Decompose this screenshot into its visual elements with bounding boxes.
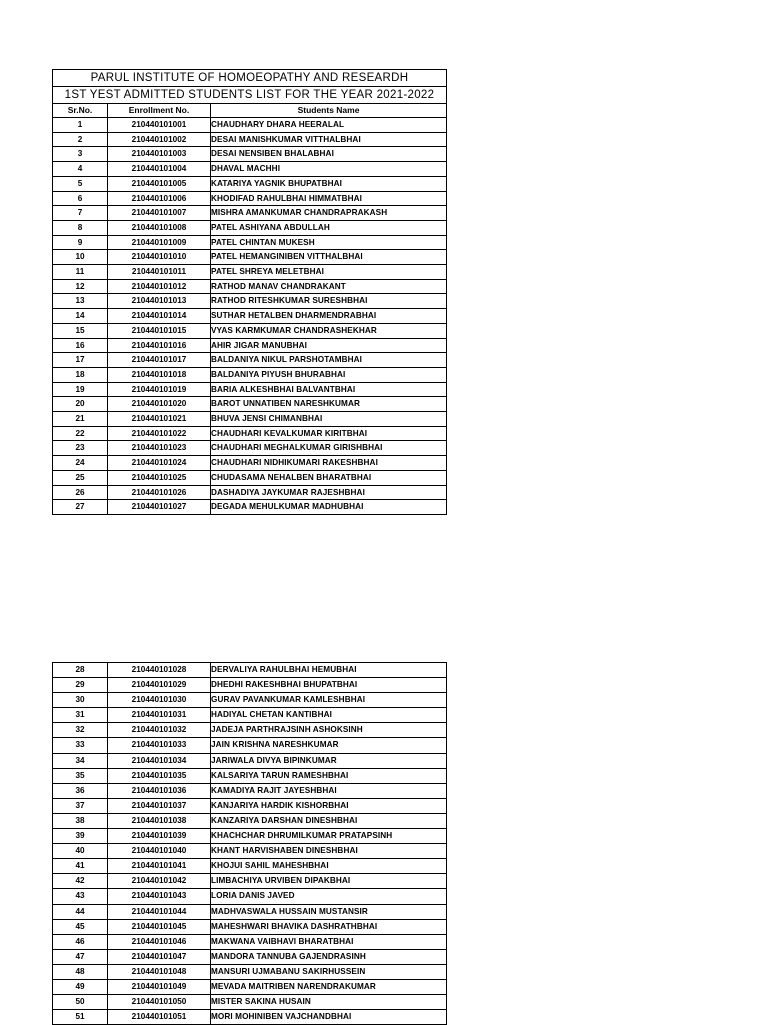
- serial-number-cell: 1: [53, 118, 108, 133]
- serial-number-cell: 3: [53, 147, 108, 162]
- serial-number-cell: 44: [53, 904, 108, 919]
- student-name-cell: DESAI NENSIBEN BHALABHAI: [211, 147, 447, 162]
- table-row: [53, 995, 447, 1010]
- table-row: [53, 934, 447, 949]
- serial-number-cell: 36: [53, 783, 108, 798]
- table-row: [53, 118, 447, 133]
- serial-number-cell: 37: [53, 798, 108, 813]
- serial-number-cell: 32: [53, 723, 108, 738]
- enrollment-number-cell: 210440101006: [108, 191, 211, 206]
- serial-number-cell: 22: [53, 426, 108, 441]
- student-name-cell: CHAUDHARY DHARA HEERALAL: [211, 118, 447, 133]
- table-row: [53, 279, 447, 294]
- enrollment-number-cell: 210440101007: [108, 206, 211, 221]
- table-row: [53, 235, 447, 250]
- serial-number-cell: 14: [53, 309, 108, 324]
- serial-number-cell: 42: [53, 874, 108, 889]
- student-name-cell: DEGADA MEHULKUMAR MADHUBHAI: [211, 500, 447, 515]
- student-name-cell: MANDORA TANNUBA GAJENDRASINH: [211, 949, 447, 964]
- enrollment-number-cell: 210440101021: [108, 412, 211, 427]
- enrollment-number-cell: 210440101013: [108, 294, 211, 309]
- table-row: [53, 500, 447, 515]
- table-row: [53, 309, 447, 324]
- column-header-name: Students Name: [211, 104, 447, 118]
- table-row: [53, 919, 447, 934]
- enrollment-number-cell: 210440101041: [108, 859, 211, 874]
- serial-number-cell: 35: [53, 768, 108, 783]
- table-row: [53, 294, 447, 309]
- table-row: [53, 708, 447, 723]
- student-name-cell: BHUVA JENSI CHIMANBHAI: [211, 412, 447, 427]
- students-table-page-2: [52, 662, 447, 1025]
- serial-number-cell: 4: [53, 162, 108, 177]
- enrollment-number-cell: 210440101002: [108, 132, 211, 147]
- column-header-sr: Sr.No.: [53, 104, 108, 118]
- enrollment-number-cell: 210440101025: [108, 470, 211, 485]
- students-table-page-1: [52, 69, 447, 515]
- table-row: [53, 397, 447, 412]
- serial-number-cell: 45: [53, 919, 108, 934]
- enrollment-number-cell: 210440101011: [108, 265, 211, 280]
- student-name-cell: RATHOD RITESHKUMAR SURESHBHAI: [211, 294, 447, 309]
- student-name-cell: KATARIYA YAGNIK BHUPATBHAI: [211, 176, 447, 191]
- serial-number-cell: 48: [53, 964, 108, 979]
- student-name-cell: GURAV PAVANKUMAR KAMLESHBHAI: [211, 693, 447, 708]
- table-row: [53, 162, 447, 177]
- enrollment-number-cell: 210440101005: [108, 176, 211, 191]
- serial-number-cell: 24: [53, 456, 108, 471]
- student-name-cell: KAMADIYA RAJIT JAYESHBHAI: [211, 783, 447, 798]
- table-row: [53, 338, 447, 353]
- enrollment-number-cell: 210440101008: [108, 220, 211, 235]
- table-row: [53, 844, 447, 859]
- list-title: 1ST YEST ADMITTED STUDENTS LIST FOR THE YEAR 2021-2022: [53, 87, 447, 104]
- table-row: [53, 250, 447, 265]
- table-row: [53, 723, 447, 738]
- student-name-cell: MORI MOHINIBEN VAJCHANDBHAI: [211, 1010, 447, 1025]
- serial-number-cell: 49: [53, 979, 108, 994]
- enrollment-number-cell: 210440101046: [108, 934, 211, 949]
- student-name-cell: RATHOD MANAV CHANDRAKANT: [211, 279, 447, 294]
- serial-number-cell: 18: [53, 367, 108, 382]
- serial-number-cell: 19: [53, 382, 108, 397]
- serial-number-cell: 16: [53, 338, 108, 353]
- enrollment-number-cell: 210440101032: [108, 723, 211, 738]
- student-name-cell: BAROT UNNATIBEN NARESHKUMAR: [211, 397, 447, 412]
- enrollment-number-cell: 210440101017: [108, 353, 211, 368]
- serial-number-cell: 30: [53, 693, 108, 708]
- student-name-cell: LIMBACHIYA URVIBEN DIPAKBHAI: [211, 874, 447, 889]
- table-row: [53, 738, 447, 753]
- student-name-cell: KANZARIYA DARSHAN DINESHBHAI: [211, 813, 447, 828]
- table-row: [53, 663, 447, 678]
- student-name-cell: KHACHCHAR DHRUMILKUMAR PRATAPSINH: [211, 829, 447, 844]
- serial-number-cell: 28: [53, 663, 108, 678]
- table-row: [53, 220, 447, 235]
- enrollment-number-cell: 210440101043: [108, 889, 211, 904]
- enrollment-number-cell: 210440101034: [108, 753, 211, 768]
- enrollment-number-cell: 210440101031: [108, 708, 211, 723]
- student-name-cell: BALDANIYA PIYUSH BHURABHAI: [211, 367, 447, 382]
- enrollment-number-cell: 210440101019: [108, 382, 211, 397]
- table-row: [53, 191, 447, 206]
- student-name-cell: SUTHAR HETALBEN DHARMENDRABHAI: [211, 309, 447, 324]
- enrollment-number-cell: 210440101036: [108, 783, 211, 798]
- serial-number-cell: 47: [53, 949, 108, 964]
- table-row: [53, 265, 447, 280]
- serial-number-cell: 46: [53, 934, 108, 949]
- student-name-cell: KALSARIYA TARUN RAMESHBHAI: [211, 768, 447, 783]
- table-row: [53, 367, 447, 382]
- serial-number-cell: 2: [53, 132, 108, 147]
- enrollment-number-cell: 210440101012: [108, 279, 211, 294]
- table-row: [53, 979, 447, 994]
- serial-number-cell: 39: [53, 829, 108, 844]
- table-row: [53, 412, 447, 427]
- student-name-cell: MAKWANA VAIBHAVI BHARATBHAI: [211, 934, 447, 949]
- institute-title: PARUL INSTITUTE OF HOMOEOPATHY AND RESEARDH: [53, 70, 447, 87]
- table-row: [53, 323, 447, 338]
- table-row: [53, 678, 447, 693]
- serial-number-cell: 9: [53, 235, 108, 250]
- student-name-cell: PATEL SHREYA MELETBHAI: [211, 265, 447, 280]
- student-name-cell: BARIA ALKESHBHAI BALVANTBHAI: [211, 382, 447, 397]
- student-name-cell: DHEDHI RAKESHBHAI BHUPATBHAI: [211, 678, 447, 693]
- serial-number-cell: 21: [53, 412, 108, 427]
- student-name-cell: KHANT HARVISHABEN DINESHBHAI: [211, 844, 447, 859]
- table-row: [53, 768, 447, 783]
- table-row: [53, 949, 447, 964]
- student-name-cell: JADEJA PARTHRAJSINH ASHOKSINH: [211, 723, 447, 738]
- table-row: [53, 456, 447, 471]
- student-name-cell: CHAUDHARI NIDHIKUMARI RAKESHBHAI: [211, 456, 447, 471]
- enrollment-number-cell: 210440101038: [108, 813, 211, 828]
- serial-number-cell: 51: [53, 1010, 108, 1025]
- table-row: [53, 693, 447, 708]
- serial-number-cell: 8: [53, 220, 108, 235]
- enrollment-number-cell: 210440101010: [108, 250, 211, 265]
- enrollment-number-cell: 210440101004: [108, 162, 211, 177]
- student-name-cell: JAIN KRISHNA NARESHKUMAR: [211, 738, 447, 753]
- table-row: [53, 813, 447, 828]
- enrollment-number-cell: 210440101045: [108, 919, 211, 934]
- table-row: [53, 206, 447, 221]
- table-row: [53, 382, 447, 397]
- enrollment-number-cell: 210440101003: [108, 147, 211, 162]
- serial-number-cell: 43: [53, 889, 108, 904]
- student-name-cell: HADIYAL CHETAN KANTIBHAI: [211, 708, 447, 723]
- table-row: [53, 353, 447, 368]
- serial-number-cell: 29: [53, 678, 108, 693]
- enrollment-number-cell: 210440101050: [108, 995, 211, 1010]
- serial-number-cell: 15: [53, 323, 108, 338]
- enrollment-number-cell: 210440101022: [108, 426, 211, 441]
- student-name-cell: CHUDASAMA NEHALBEN BHARATBHAI: [211, 470, 447, 485]
- student-name-cell: BALDANIYA NIKUL PARSHOTAMBHAI: [211, 353, 447, 368]
- student-name-cell: VYAS KARMKUMAR CHANDRASHEKHAR: [211, 323, 447, 338]
- enrollment-number-cell: 210440101035: [108, 768, 211, 783]
- table-row: [53, 889, 447, 904]
- student-name-cell: MANSURI UJMABANU SAKIRHUSSEIN: [211, 964, 447, 979]
- table-row: [53, 859, 447, 874]
- table-row: [53, 829, 447, 844]
- serial-number-cell: 41: [53, 859, 108, 874]
- serial-number-cell: 7: [53, 206, 108, 221]
- enrollment-number-cell: 210440101047: [108, 949, 211, 964]
- enrollment-number-cell: 210440101028: [108, 663, 211, 678]
- student-name-cell: KHOJUI SAHIL MAHESHBHAI: [211, 859, 447, 874]
- student-name-cell: KANJARIYA HARDIK KISHORBHAI: [211, 798, 447, 813]
- student-name-cell: PATEL CHINTAN MUKESH: [211, 235, 447, 250]
- serial-number-cell: 17: [53, 353, 108, 368]
- student-name-cell: PATEL ASHIYANA ABDULLAH: [211, 220, 447, 235]
- serial-number-cell: 31: [53, 708, 108, 723]
- enrollment-number-cell: 210440101026: [108, 485, 211, 500]
- enrollment-number-cell: 210440101015: [108, 323, 211, 338]
- enrollment-number-cell: 210440101051: [108, 1010, 211, 1025]
- serial-number-cell: 34: [53, 753, 108, 768]
- table-row: [53, 783, 447, 798]
- serial-number-cell: 20: [53, 397, 108, 412]
- enrollment-number-cell: 210440101020: [108, 397, 211, 412]
- serial-number-cell: 13: [53, 294, 108, 309]
- table-row: [53, 470, 447, 485]
- student-name-cell: LORIA DANIS JAVED: [211, 889, 447, 904]
- enrollment-number-cell: 210440101014: [108, 309, 211, 324]
- student-name-cell: DESAI MANISHKUMAR VITTHALBHAI: [211, 132, 447, 147]
- enrollment-number-cell: 210440101048: [108, 964, 211, 979]
- enrollment-number-cell: 210440101039: [108, 829, 211, 844]
- enrollment-number-cell: 210440101040: [108, 844, 211, 859]
- student-name-cell: AHIR JIGAR MANUBHAI: [211, 338, 447, 353]
- serial-number-cell: 50: [53, 995, 108, 1010]
- student-name-cell: MISTER SAKINA HUSAIN: [211, 995, 447, 1010]
- serial-number-cell: 5: [53, 176, 108, 191]
- table-row: [53, 1010, 447, 1025]
- student-name-cell: MISHRA AMANKUMAR CHANDRAPRAKASH: [211, 206, 447, 221]
- table-row: [53, 874, 447, 889]
- student-name-cell: DASHADIYA JAYKUMAR RAJESHBHAI: [211, 485, 447, 500]
- serial-number-cell: 10: [53, 250, 108, 265]
- enrollment-number-cell: 210440101033: [108, 738, 211, 753]
- enrollment-number-cell: 210440101042: [108, 874, 211, 889]
- student-name-cell: JARIWALA DIVYA BIPINKUMAR: [211, 753, 447, 768]
- table-row: [53, 176, 447, 191]
- enrollment-number-cell: 210440101016: [108, 338, 211, 353]
- enrollment-number-cell: 210440101018: [108, 367, 211, 382]
- enrollment-number-cell: 210440101023: [108, 441, 211, 456]
- table-row: [53, 132, 447, 147]
- enrollment-number-cell: 210440101049: [108, 979, 211, 994]
- serial-number-cell: 27: [53, 500, 108, 515]
- enrollment-number-cell: 210440101029: [108, 678, 211, 693]
- enrollment-number-cell: 210440101027: [108, 500, 211, 515]
- enrollment-number-cell: 210440101044: [108, 904, 211, 919]
- serial-number-cell: 12: [53, 279, 108, 294]
- student-name-cell: CHAUDHARI MEGHALKUMAR GIRISHBHAI: [211, 441, 447, 456]
- serial-number-cell: 33: [53, 738, 108, 753]
- student-name-cell: DHAVAL MACHHI: [211, 162, 447, 177]
- serial-number-cell: 40: [53, 844, 108, 859]
- serial-number-cell: 25: [53, 470, 108, 485]
- enrollment-number-cell: 210440101024: [108, 456, 211, 471]
- student-name-cell: MADHVASWALA HUSSAIN MUSTANSIR: [211, 904, 447, 919]
- student-name-cell: MAHESHWARI BHAVIKA DASHRATHBHAI: [211, 919, 447, 934]
- student-name-cell: PATEL HEMANGINIBEN VITTHALBHAI: [211, 250, 447, 265]
- student-name-cell: CHAUDHARI KEVALKUMAR KIRITBHAI: [211, 426, 447, 441]
- enrollment-number-cell: 210440101030: [108, 693, 211, 708]
- table-row: [53, 441, 447, 456]
- student-name-cell: MEVADA MAITRIBEN NARENDRAKUMAR: [211, 979, 447, 994]
- table-row: [53, 904, 447, 919]
- enrollment-number-cell: 210440101001: [108, 118, 211, 133]
- student-name-cell: DERVALIYA RAHULBHAI HEMUBHAI: [211, 663, 447, 678]
- table-row: [53, 426, 447, 441]
- table-row: [53, 753, 447, 768]
- student-name-cell: KHODIFAD RAHULBHAI HIMMATBHAI: [211, 191, 447, 206]
- serial-number-cell: 11: [53, 265, 108, 280]
- serial-number-cell: 26: [53, 485, 108, 500]
- serial-number-cell: 38: [53, 813, 108, 828]
- serial-number-cell: 23: [53, 441, 108, 456]
- serial-number-cell: 6: [53, 191, 108, 206]
- enrollment-number-cell: 210440101037: [108, 798, 211, 813]
- table-row: [53, 485, 447, 500]
- table-row: [53, 147, 447, 162]
- column-header-enrollment: Enrollment No.: [108, 104, 211, 118]
- table-row: [53, 964, 447, 979]
- enrollment-number-cell: 210440101009: [108, 235, 211, 250]
- table-row: [53, 798, 447, 813]
